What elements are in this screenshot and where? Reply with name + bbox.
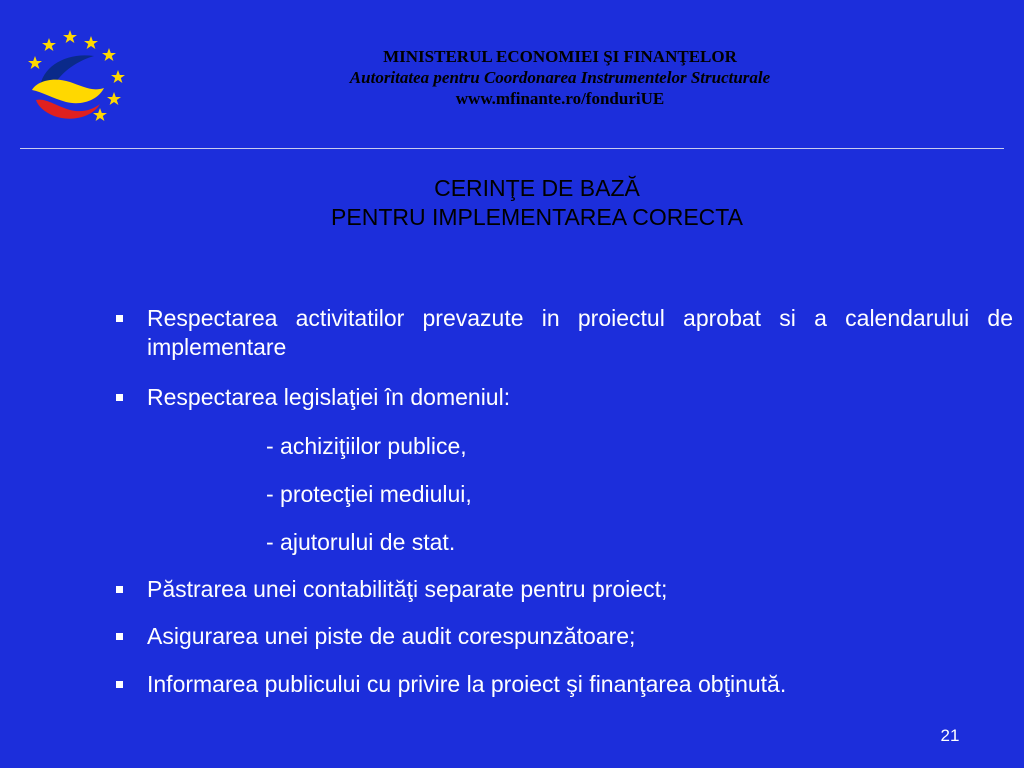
sub-item-state-aid: - ajutorului de stat. — [266, 529, 456, 555]
star-icon — [107, 92, 121, 105]
bullet-item-3 — [147, 575, 1013, 604]
bullet-item-4 — [147, 622, 1013, 651]
website-url: www.mfinante.ro/fonduriUE — [455, 89, 665, 108]
bullet-square-icon — [116, 394, 123, 401]
star-icon — [63, 30, 77, 43]
star-icon — [111, 70, 125, 83]
authority-name: Autoritatea pentru Coordonarea Instrumentelor Structurale — [349, 68, 771, 87]
bullet-text: Respectarea legislaţiei în domeniul: — [147, 384, 511, 410]
ministry-logo-icon — [22, 26, 132, 126]
slide-header — [150, 46, 970, 109]
bullet-item-2 — [147, 383, 1013, 412]
logo-red-band — [36, 100, 100, 119]
title-line-2: PENTRU IMPLEMENTAREA CORECTA — [331, 204, 743, 230]
bullet-square-icon — [116, 315, 123, 322]
bullet-text: Informarea publicului cu privire la proiect şi finanţarea obţinută. — [147, 671, 787, 697]
star-icon — [42, 38, 56, 51]
star-icon — [102, 48, 116, 61]
header-divider — [20, 148, 1004, 149]
bullet-text: Asigurarea unei piste de audit corespunzătoare; — [147, 623, 636, 649]
bullet-text: Respectarea activitatilor prevazute in proiectul aprobat si a calendarului de implementare — [147, 305, 1013, 360]
bullet-square-icon — [116, 681, 123, 688]
slide-title — [0, 174, 1024, 232]
bullet-text: Păstrarea unei contabilităţi separate pentru proiect; — [147, 576, 668, 602]
bullet-square-icon — [116, 586, 123, 593]
slide-number: 21 — [940, 726, 960, 745]
logo-yellow-band — [32, 80, 104, 104]
ministry-name: MINISTERUL ECONOMIEI ŞI FINANŢELOR — [383, 47, 737, 66]
bullet-square-icon — [116, 633, 123, 640]
bullet-item-5 — [147, 670, 1013, 699]
title-line-1: CERINŢE DE BAZĂ — [434, 175, 640, 201]
sub-item-public-procurement: - achiziţiilor publice, — [266, 433, 467, 459]
star-icon — [84, 36, 98, 49]
bullet-item-1 — [147, 304, 1013, 362]
sub-item-environment: - protecţiei mediului, — [266, 481, 472, 507]
star-icon — [28, 56, 42, 69]
